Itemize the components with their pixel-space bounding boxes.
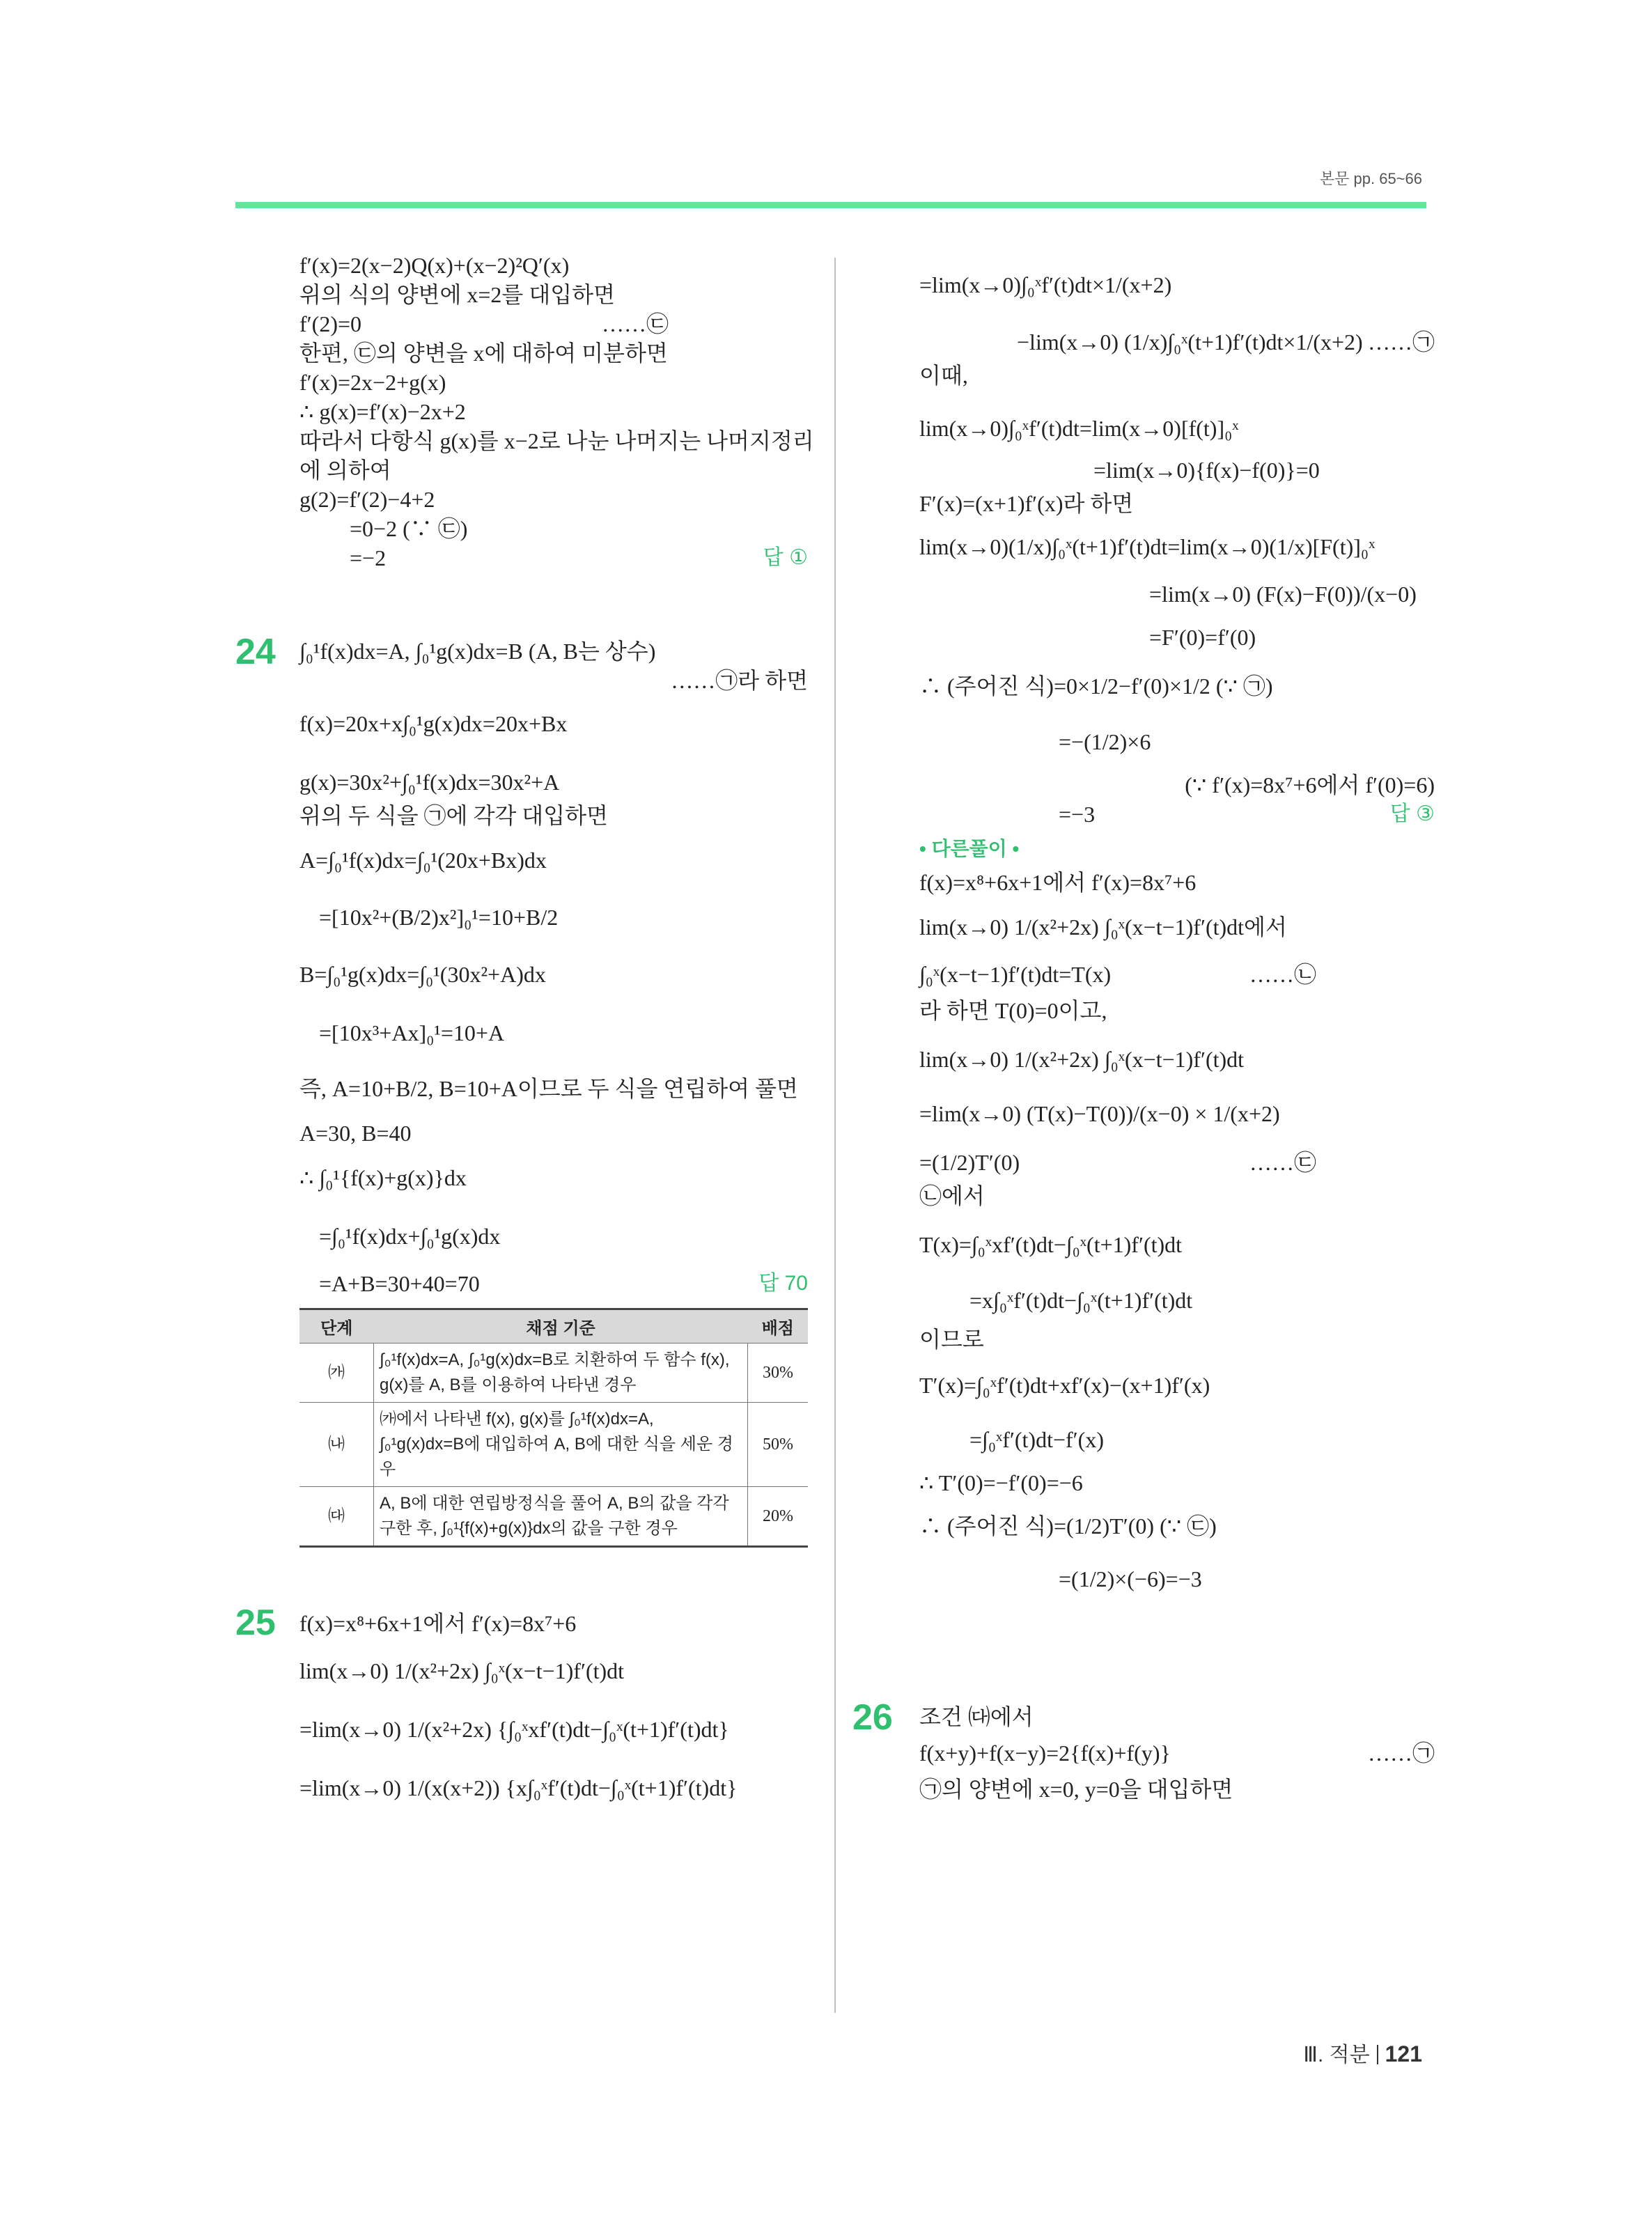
line: =∫₀ˣf′(t)dt−f′(x) bbox=[969, 1427, 1104, 1452]
criteria-cell: ∫₀¹f(x)dx=A, ∫₀¹g(x)dx=B로 치환하여 두 함수 f(x), g(x)를 A, B를 이용하여 나타낸 경우 bbox=[374, 1344, 748, 1403]
header-score: 배점 bbox=[748, 1309, 809, 1344]
line: =[10x²+(B/2)x²]₀¹=10+B/2 bbox=[319, 905, 559, 930]
line: 즉, A=10+B/2, B=10+A이므로 두 식을 연립하여 풀면 bbox=[299, 1076, 798, 1101]
line bbox=[919, 1738, 1435, 1768]
table-row bbox=[299, 1487, 808, 1547]
answer-label: 답 ① bbox=[763, 546, 808, 569]
answer-label: 답 ③ bbox=[1389, 802, 1435, 825]
line: =lim(x→0) (F(x)−F(0))/(x−0) bbox=[1149, 582, 1417, 607]
problem-number-25: 25 bbox=[235, 1603, 276, 1643]
line-text: f(x+y)+f(x−y)=2{f(x)+f(y)} bbox=[919, 1741, 1171, 1766]
line: =lim(x→0) (T(x)−T(0))/(x−0) × 1/(x+2) bbox=[919, 1101, 1280, 1126]
line bbox=[919, 1148, 1435, 1177]
line: A=30, B=40 bbox=[299, 1121, 412, 1146]
scoring-table bbox=[299, 1308, 808, 1548]
line: =(1/2)×(−6)=−3 bbox=[1059, 1566, 1202, 1591]
line: ∴ g(x)=f′(x)−2x+2 bbox=[299, 399, 466, 424]
step-cell: ㈐ bbox=[299, 1487, 374, 1547]
line-text: f′(2)=0 bbox=[299, 311, 362, 336]
line: ∴ (주어진 식)=0×1/2−f′(0)×1/2 (∵ ㉠) bbox=[919, 673, 1273, 699]
line: 따라서 다항식 g(x)를 x−2로 나눈 나머지는 나머지정리 bbox=[299, 428, 814, 453]
table-row bbox=[299, 1403, 808, 1487]
line: ∫₀¹f(x)dx=A, ∫₀¹g(x)dx=B (A, B는 상수) bbox=[299, 639, 656, 664]
line: lim(x→0)∫₀ˣf′(t)dt=lim(x→0)[f(t)]₀ˣ bbox=[919, 416, 1239, 441]
equation-tag: ……㉢ bbox=[601, 311, 669, 336]
line: =lim(x→0) 1/(x(x+2)) {x∫₀ˣf′(t)dt−∫₀ˣ(t+1)f′(t)dt} bbox=[299, 1775, 738, 1800]
page-number: 121 bbox=[1385, 2041, 1422, 2066]
line-text: ∫₀ˣ(x−t−1)f′(t)dt=T(x) bbox=[919, 962, 1112, 987]
table-row bbox=[299, 1344, 808, 1403]
line: f′(x)=2(x−2)Q(x)+(x−2)²Q′(x) bbox=[299, 253, 570, 278]
line: ∴ ∫₀¹{f(x)+g(x)}dx bbox=[299, 1165, 467, 1190]
line: ㉠의 양변에 x=0, y=0을 대입하면 bbox=[919, 1777, 1233, 1802]
line bbox=[919, 327, 1435, 357]
score-cell: 20% bbox=[748, 1487, 809, 1547]
line: f(x)=x⁸+6x+1에서 f′(x)=8x⁷+6 bbox=[299, 1611, 577, 1636]
line: lim(x→0)(1/x)∫₀ˣ(t+1)f′(t)dt=lim(x→0)(1/x)[F(t)]₀ˣ bbox=[919, 534, 1376, 559]
page-reference: 본문 pp. 65~66 bbox=[1319, 170, 1422, 187]
line: B=∫₀¹g(x)dx=∫₀¹(30x²+A)dx bbox=[299, 962, 546, 987]
answer-label: 답 70 bbox=[758, 1272, 808, 1295]
line: =lim(x→0){f(x)−f(0)}=0 bbox=[1093, 458, 1320, 483]
step-cell: ㈎ bbox=[299, 1344, 374, 1403]
header-rule bbox=[235, 202, 1426, 208]
footer-separator bbox=[1377, 2045, 1378, 2064]
line bbox=[299, 309, 808, 338]
header-criteria: 채점 기준 bbox=[374, 1309, 748, 1344]
page-footer bbox=[1303, 2037, 1422, 2068]
score-cell: 50% bbox=[748, 1403, 809, 1487]
line: f(x)=20x+x∫₀¹g(x)dx=20x+Bx bbox=[299, 711, 568, 736]
line: f(x)=x⁸+6x+1에서 f′(x)=8x⁷+6 bbox=[919, 870, 1197, 895]
equation-tag: ……㉡ bbox=[1249, 962, 1316, 987]
line: =∫₀¹f(x)dx+∫₀¹g(x)dx bbox=[319, 1224, 501, 1249]
line: =−(1/2)×6 bbox=[1059, 729, 1151, 754]
criteria-cell: A, B에 대한 연립방정식을 풀어 A, B의 값을 각각 구한 후, ∫₀¹{f(x)+g(x)}dx의 값을 구한 경우 bbox=[374, 1487, 748, 1547]
line: =x∫₀ˣf′(t)dt−∫₀ˣ(t+1)f′(t)dt bbox=[969, 1288, 1193, 1313]
line: lim(x→0) 1/(x²+2x) ∫₀ˣ(x−t−1)f′(t)dt에서 bbox=[919, 914, 1287, 940]
line: ㉡에서 bbox=[919, 1183, 985, 1208]
line: =F′(0)=f′(0) bbox=[1149, 625, 1256, 650]
line: 위의 식의 양변에 x=2를 대입하면 bbox=[299, 282, 615, 307]
step-cell: ㈏ bbox=[299, 1403, 374, 1487]
line: A=∫₀¹f(x)dx=∫₀¹(20x+Bx)dx bbox=[299, 848, 547, 873]
table-header-row bbox=[299, 1309, 808, 1344]
line: T′(x)=∫₀ˣf′(t)dt+xf′(x)−(x+1)f′(x) bbox=[919, 1373, 1210, 1398]
line-text: =(1/2)T′(0) bbox=[919, 1150, 1020, 1175]
line: F′(x)=(x+1)f′(x)라 하면 bbox=[919, 491, 1134, 516]
left-column bbox=[235, 251, 814, 1802]
line: (∵ f′(x)=8x⁷+6에서 f′(0)=6) bbox=[1185, 772, 1435, 797]
line: =[10x³+Ax]₀¹=10+A bbox=[319, 1020, 505, 1045]
right-column bbox=[852, 258, 1435, 1804]
equation-tag: ……㉠ bbox=[1367, 329, 1435, 355]
line: lim(x→0) 1/(x²+2x) ∫₀ˣ(x−t−1)f′(t)dt bbox=[919, 1047, 1245, 1072]
line bbox=[919, 800, 1435, 829]
line: ……㉠라 하면 bbox=[671, 668, 808, 693]
line: =lim(x→0)∫₀ˣf′(t)dt×1/(x+2) bbox=[919, 272, 1172, 297]
problem-number-24: 24 bbox=[235, 632, 276, 672]
alternative-solution-label: • 다른풀이 • bbox=[919, 838, 1020, 859]
line: 이때, bbox=[919, 363, 968, 388]
header-step: 단계 bbox=[299, 1309, 374, 1344]
equation-tag: ……㉢ bbox=[1249, 1150, 1316, 1175]
line: T(x)=∫₀ˣxf′(t)dt−∫₀ˣ(t+1)f′(t)dt bbox=[919, 1232, 1183, 1257]
line-text: −lim(x→0) (1/x)∫₀ˣ(t+1)f′(t)dt×1/(x+2) bbox=[1017, 329, 1363, 355]
line: ∴ T′(0)=−f′(0)=−6 bbox=[919, 1470, 1083, 1495]
column-divider bbox=[834, 258, 836, 2013]
line: g(2)=f′(2)−4+2 bbox=[299, 487, 435, 512]
line: ∴ (주어진 식)=(1/2)T′(0) (∵ ㉢) bbox=[919, 1513, 1217, 1539]
line: 위의 두 식을 ㉠에 각각 대입하면 bbox=[299, 803, 608, 828]
problem-number-26: 26 bbox=[852, 1697, 893, 1738]
line: g(x)=30x²+∫₀¹f(x)dx=30x²+A bbox=[299, 770, 560, 795]
criteria-cell: ㈎에서 나타낸 f(x), g(x)를 ∫₀¹f(x)dx=A, ∫₀¹g(x)dx=B에 대입하여 A, B에 대한 식을 세운 경우 bbox=[374, 1403, 748, 1487]
chapter-label: Ⅲ. 적분 bbox=[1303, 2043, 1370, 2066]
line: 조건 ㈐에서 bbox=[919, 1704, 1034, 1729]
line: 에 의하여 bbox=[299, 458, 391, 483]
line-text: =A+B=30+40=70 bbox=[319, 1271, 480, 1296]
line bbox=[919, 960, 1435, 989]
line: 한편, ㉢의 양변을 x에 대하여 미분하면 bbox=[299, 341, 668, 366]
line-text: =−3 bbox=[1059, 802, 1096, 827]
line bbox=[299, 543, 808, 573]
line: f′(x)=2x−2+g(x) bbox=[299, 370, 446, 395]
line: =0−2 (∵ ㉢) bbox=[350, 516, 468, 541]
line bbox=[299, 1269, 808, 1298]
line: 라 하면 T(0)=0이고, bbox=[919, 998, 1107, 1023]
line: lim(x→0) 1/(x²+2x) ∫₀ˣ(x−t−1)f′(t)dt bbox=[299, 1658, 625, 1683]
equation-tag: ……㉠ bbox=[1367, 1741, 1435, 1766]
line: 이므로 bbox=[919, 1327, 984, 1352]
line: =lim(x→0) 1/(x²+2x) {∫₀ˣxf′(t)dt−∫₀ˣ(t+1)f′(t)dt} bbox=[299, 1717, 729, 1742]
score-cell: 30% bbox=[748, 1344, 809, 1403]
line-text: =−2 bbox=[350, 545, 387, 570]
